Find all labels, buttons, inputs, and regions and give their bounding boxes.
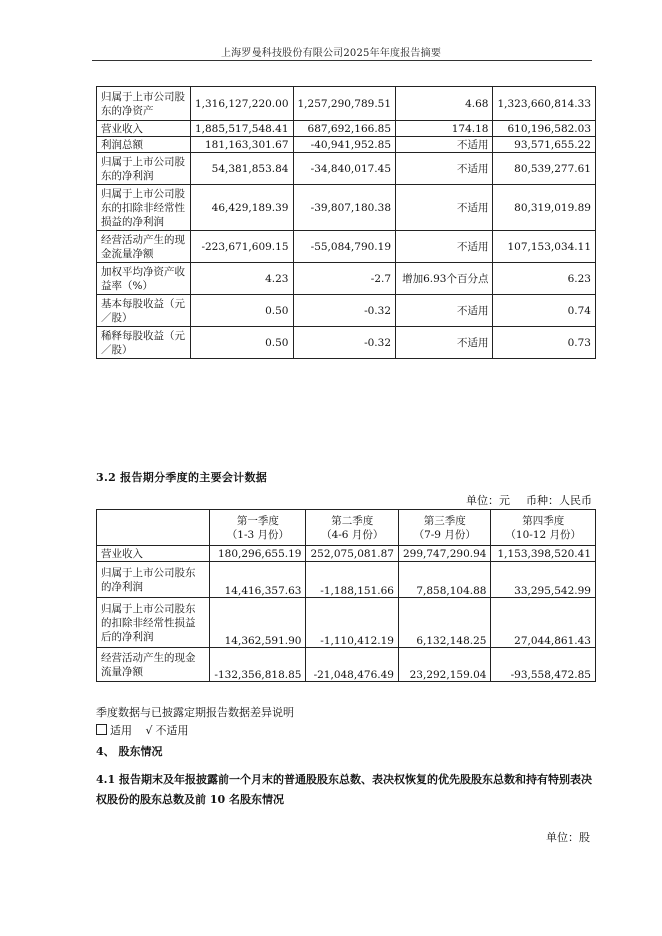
cell-value: 299,747,290.94 (398, 546, 491, 562)
row-label: 归属于上市公司股东的扣除非经常性损益的净利润 (97, 185, 191, 231)
cell-value: 14,416,357.63 (210, 562, 306, 598)
table-header-row (97, 510, 596, 546)
cell-value: 80,319,019.89 (493, 185, 596, 231)
row-label: 归属于上市公司股东的净资产 (97, 87, 191, 121)
cell-value: 1,323,660,814.33 (493, 87, 596, 121)
header-blank (97, 510, 210, 546)
cell-value: -2.7 (293, 263, 396, 295)
main-accounting-data-table (96, 86, 596, 359)
cell-value: 不适用 (396, 295, 493, 327)
cell-value: 4.23 (190, 263, 293, 295)
cell-value: -1,188,151.66 (306, 562, 399, 598)
cell-value: 93,571,655.22 (493, 137, 596, 153)
section-title-3-2: 3.2 报告期分季度的主要会计数据 (96, 471, 268, 484)
unit-label: 单位：元 (466, 494, 510, 507)
cell-value: 4.68 (396, 87, 493, 121)
header-line: （10-12 月份） (505, 528, 582, 541)
option-applicable[interactable] (96, 722, 132, 738)
cell-value: -34,840,017.45 (293, 153, 396, 185)
cell-value: 1,257,290,789.51 (293, 87, 396, 121)
section-title-4-1: 4.1 报告期末及年报披露前一个月末的普通股股东总数、表决权恢复的优先股股东总数和持有特别表决权股份的股东总数及前 10 名股东情况 (96, 773, 592, 806)
cell-value: -132,356,818.85 (210, 648, 306, 682)
header-line: （1-3 月份） (226, 528, 290, 541)
option-label: 适用 (110, 724, 132, 737)
option-not-applicable[interactable] (146, 722, 189, 738)
row-label: 归属于上市公司股东的净利润 (97, 562, 210, 598)
table-row (97, 121, 596, 137)
header-q2 (306, 510, 399, 546)
table-row (97, 231, 596, 263)
cell-value: 174.18 (396, 121, 493, 137)
table-row (97, 153, 596, 185)
cell-value: 不适用 (396, 185, 493, 231)
cell-value: -21,048,476.49 (306, 648, 399, 682)
empty-checkbox-icon (96, 724, 107, 735)
header-divider (92, 60, 592, 61)
cell-value: 0.73 (493, 327, 596, 359)
header-q4 (491, 510, 596, 546)
cell-value: -0.32 (293, 327, 396, 359)
row-label: 归属于上市公司股东的扣除非经常性损益后的净利润 (97, 598, 210, 648)
cell-value: 6.23 (493, 263, 596, 295)
cell-value: -93,558,472.85 (491, 648, 596, 682)
table-row (97, 295, 596, 327)
cell-value: 33,295,542.99 (491, 562, 596, 598)
cell-value: 增加6.93个百分点 (396, 263, 493, 295)
cell-value: 252,075,081.87 (306, 546, 399, 562)
cell-value: 23,292,159.04 (398, 648, 491, 682)
header-q1 (210, 510, 306, 546)
page-header: 上海罗曼科技股份有限公司2025年年度报告摘要 (220, 48, 442, 59)
cell-value: -40,941,952.85 (293, 137, 396, 153)
cell-value: 不适用 (396, 327, 493, 359)
cell-value: 54,381,853.84 (190, 153, 293, 185)
cell-value: -39,807,180.38 (293, 185, 396, 231)
cell-value: 1,885,517,548.41 (190, 121, 293, 137)
row-label: 归属于上市公司股东的净利润 (97, 153, 191, 185)
cell-value: 180,296,655.19 (210, 546, 306, 562)
header-q3 (398, 510, 491, 546)
cell-value: 7,858,104.88 (398, 562, 491, 598)
cell-value: -55,084,790.19 (293, 231, 396, 263)
header-line: 第三季度 (423, 514, 466, 527)
header-line: 第一季度 (236, 514, 279, 527)
row-label: 经营活动产生的现金流量净额 (97, 648, 210, 682)
header-line: 第四季度 (522, 514, 565, 527)
unit-currency-line (450, 492, 592, 508)
quarterly-diff-note: 季度数据与已披露定期报告数据差异说明 (96, 706, 294, 719)
cell-value: 0.50 (190, 327, 293, 359)
row-label: 营业收入 (97, 546, 210, 562)
cell-value: 181,163,301.67 (190, 137, 293, 153)
cell-value: 不适用 (396, 153, 493, 185)
cell-value: 80,539,277.61 (493, 153, 596, 185)
table-row (97, 648, 596, 682)
cell-value: 14,362,591.90 (210, 598, 306, 648)
section-title-4: 4、 股东情况 (96, 745, 163, 758)
table-row (97, 185, 596, 231)
row-label: 基本每股收益（元／股） (97, 295, 191, 327)
cell-value: 不适用 (396, 231, 493, 263)
cell-value: 1,316,127,220.00 (190, 87, 293, 121)
cell-value: 0.50 (190, 295, 293, 327)
currency-label: 币种：人民币 (526, 494, 592, 507)
table-row (97, 263, 596, 295)
cell-value: 6,132,148.25 (398, 598, 491, 648)
cell-value: 27,044,861.43 (491, 598, 596, 648)
table-row (97, 598, 596, 648)
table-row (97, 137, 596, 153)
header-line: （7-9 月份） (413, 528, 476, 541)
cell-value: -0.32 (293, 295, 396, 327)
row-label: 加权平均净资产收益率（%） (97, 263, 191, 295)
cell-value: -223,671,609.15 (190, 231, 293, 263)
row-label: 营业收入 (97, 121, 191, 137)
cell-value: 不适用 (396, 137, 493, 153)
cell-value: 1,153,398,520.41 (491, 546, 596, 562)
row-label: 经营活动产生的现金流量净额 (97, 231, 191, 263)
header-line: （4-6 月份） (321, 528, 384, 541)
header-line: 第二季度 (331, 514, 374, 527)
quarterly-data-table (96, 509, 596, 682)
cell-value: 46,429,189.39 (190, 185, 293, 231)
applicability-options (96, 722, 199, 738)
cell-value: -1,110,412.19 (306, 598, 399, 648)
cell-value: 107,153,034.11 (493, 231, 596, 263)
unit-label-shares: 单位：股 (546, 831, 590, 844)
cell-value: 610,196,582.03 (493, 121, 596, 137)
table-row (97, 87, 596, 121)
table-row (97, 546, 596, 562)
cell-value: 687,692,166.85 (293, 121, 396, 137)
cell-value: 0.74 (493, 295, 596, 327)
table-row (97, 562, 596, 598)
table-row (97, 327, 596, 359)
row-label: 稀释每股收益（元／股） (97, 327, 191, 359)
checkmark-icon: √ (145, 724, 153, 737)
option-label: 不适用 (155, 724, 189, 737)
row-label: 利润总额 (97, 137, 191, 153)
